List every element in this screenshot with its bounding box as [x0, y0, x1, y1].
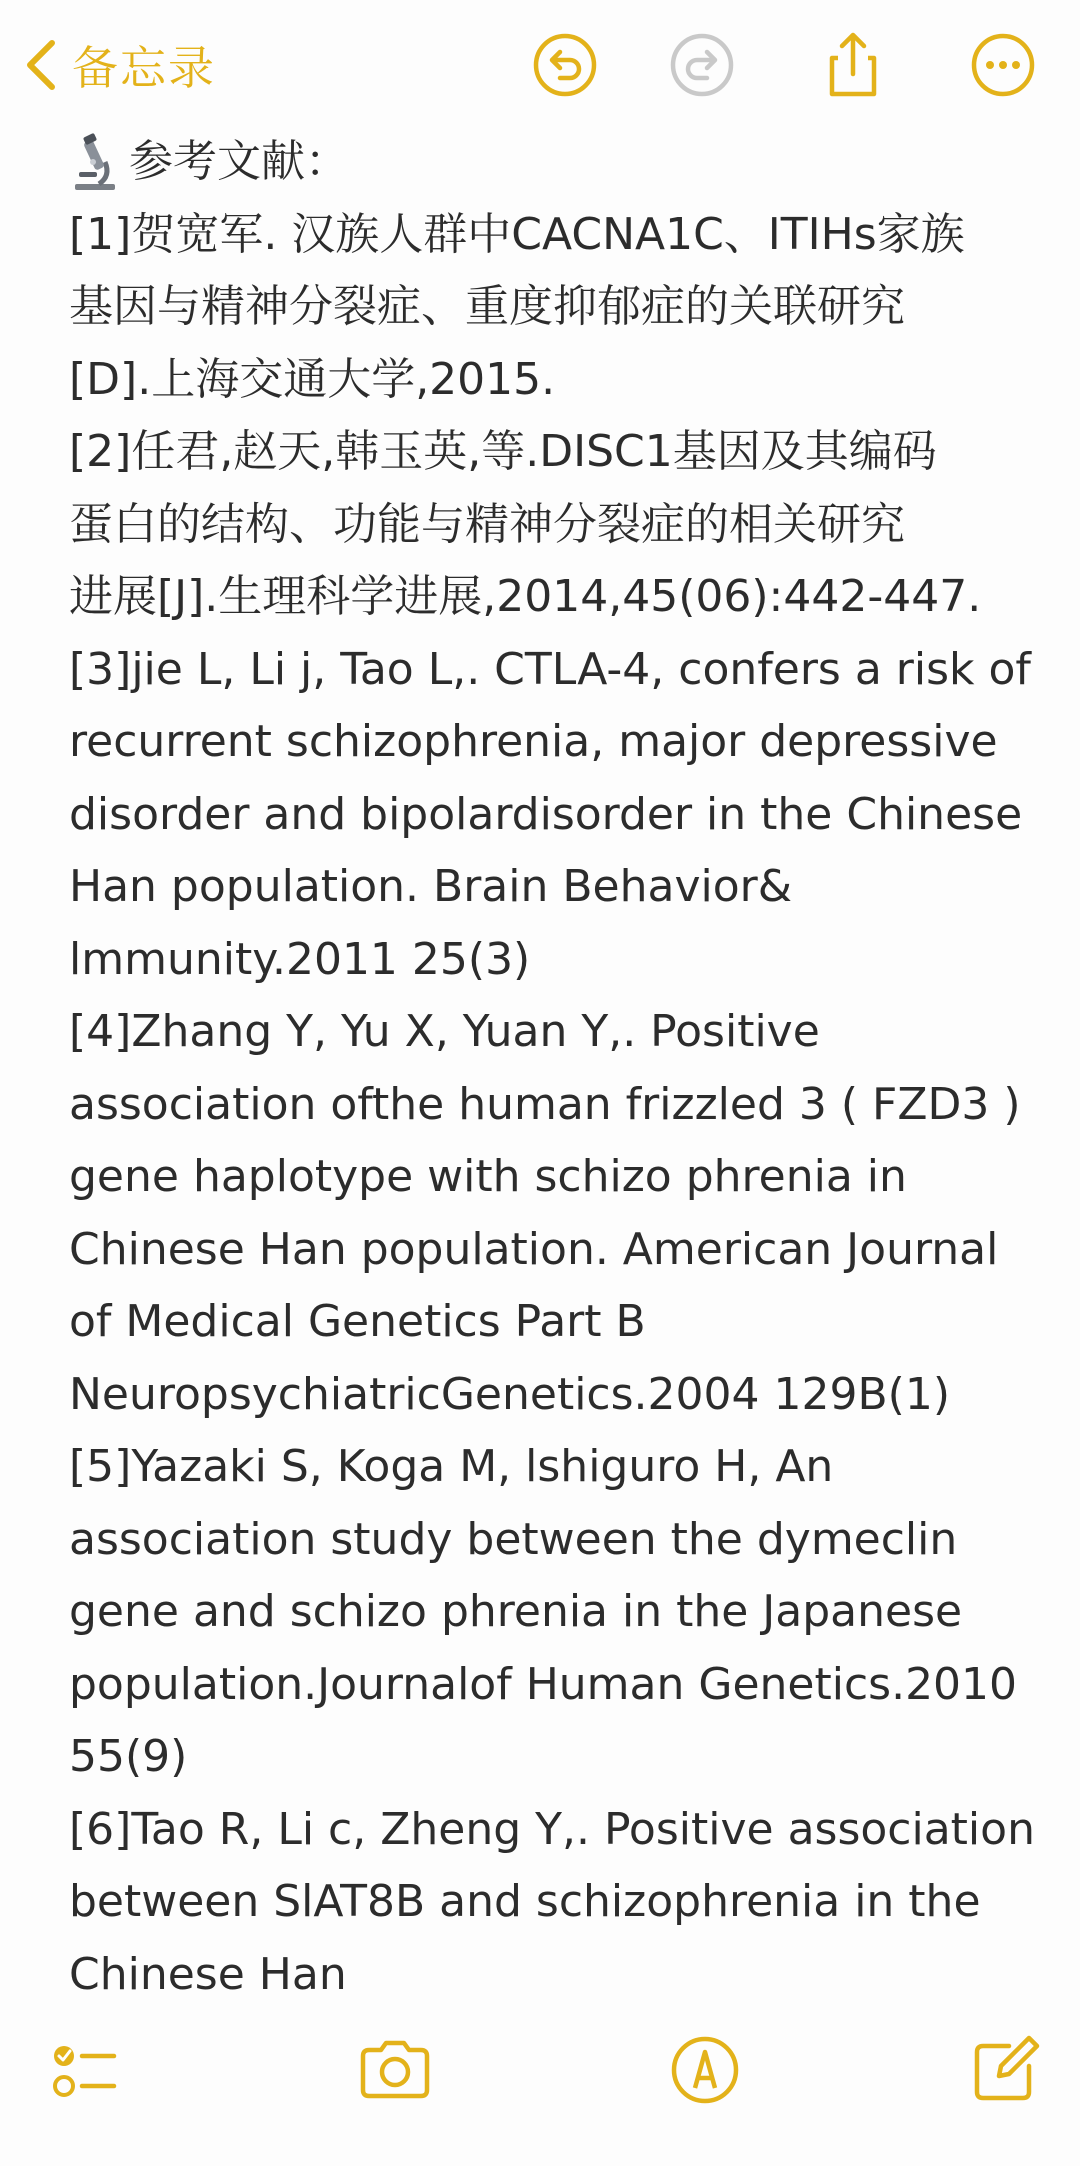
compose-button[interactable]	[965, 2030, 1045, 2110]
note-text-line: [3]jie L, Li j, Tao L,. CTLA-4, confers a risk of	[69, 643, 1031, 695]
bottom-toolbar	[0, 2010, 1080, 2130]
more-icon	[968, 30, 1038, 100]
note-text-line: [4]Zhang Y, Yu X, Yuan Y,. Positive	[69, 1006, 820, 1057]
note-text-line: gene and schizo phrenia in the Japanese	[69, 1586, 963, 1637]
microscope-icon	[69, 132, 121, 192]
compose-icon	[965, 2030, 1045, 2110]
back-label: 备忘录	[72, 41, 216, 95]
markup-pen-icon	[665, 2030, 745, 2110]
note-text-line: Han population. Brain Behavior&	[69, 861, 793, 912]
note-text-line: population.Journalof Human Genetics.2010	[69, 1658, 1018, 1710]
checklist-button[interactable]	[40, 2030, 120, 2110]
share-button[interactable]	[818, 30, 888, 100]
note-text-line: Chinese Han	[69, 1948, 347, 2000]
more-button[interactable]	[968, 30, 1038, 100]
note-text-line: of Medical Genetics Part B	[69, 1296, 646, 1347]
note-text-line: [2]任君,赵天,韩玉英,等.DISC1基因及其编码	[69, 426, 937, 477]
note-text-line: [5]Yazaki S, Koga M, lshiguro H, An	[69, 1441, 834, 1492]
note-body[interactable]	[69, 126, 1035, 2011]
note-text-line: disorder and bipolardisorder in the Chinese	[69, 788, 1023, 840]
note-text-line: 基因与精神分裂症、重度抑郁症的关联研究	[69, 281, 905, 332]
redo-icon	[667, 30, 737, 100]
note-text-line: 进展[J].生理科学进展,2014,45(06):442-447.	[69, 571, 982, 622]
note-text-line: [D].上海交通大学,2015.	[69, 353, 556, 405]
share-icon	[818, 30, 888, 100]
note-text-line: gene haplotype with schizo phrenia in	[69, 1151, 907, 1202]
note-heading-line	[69, 126, 1029, 199]
undo-icon	[530, 30, 600, 100]
reference-list	[69, 199, 1035, 2012]
back-button[interactable]	[22, 30, 216, 100]
markup-button[interactable]	[665, 2030, 745, 2110]
note-text-line: [6]Tao R, Li c, Zheng Y,. Positive association	[69, 1803, 1035, 1855]
redo-button[interactable]	[667, 30, 737, 100]
note-heading: 参考文献：	[129, 136, 349, 187]
camera-button[interactable]	[355, 2030, 435, 2110]
checklist-icon	[40, 2030, 120, 2110]
undo-button[interactable]	[530, 30, 600, 100]
note-text-line: recurrent schizophrenia, major depressive	[69, 716, 998, 767]
note-text-line: association ofthe human frizzled 3 ( FZD3 )	[69, 1078, 1021, 1130]
note-text-line: between SlAT8B and schizophrenia in the	[69, 1876, 981, 1927]
note-text-line: 蛋白的结构、功能与精神分裂症的相关研究	[69, 498, 905, 550]
note-text-line: [1]贺宽军. 汉族人群中CACNA1C、ITIHs家族	[69, 208, 965, 260]
note-text-line: Chinese Han population. American Journal	[69, 1223, 999, 1275]
navigation-bar	[0, 0, 1080, 130]
chevron-left-icon	[22, 35, 62, 95]
note-text-line: NeuropsychiatricGenetics.2004 129B(1)	[69, 1368, 950, 1420]
camera-icon	[355, 2030, 435, 2110]
note-text-line: lmmunity.2011 25(3)	[69, 933, 531, 985]
note-text-line: 55(9)	[69, 1731, 188, 1782]
note-text-line: association study between the dymeclin	[69, 1513, 958, 1565]
